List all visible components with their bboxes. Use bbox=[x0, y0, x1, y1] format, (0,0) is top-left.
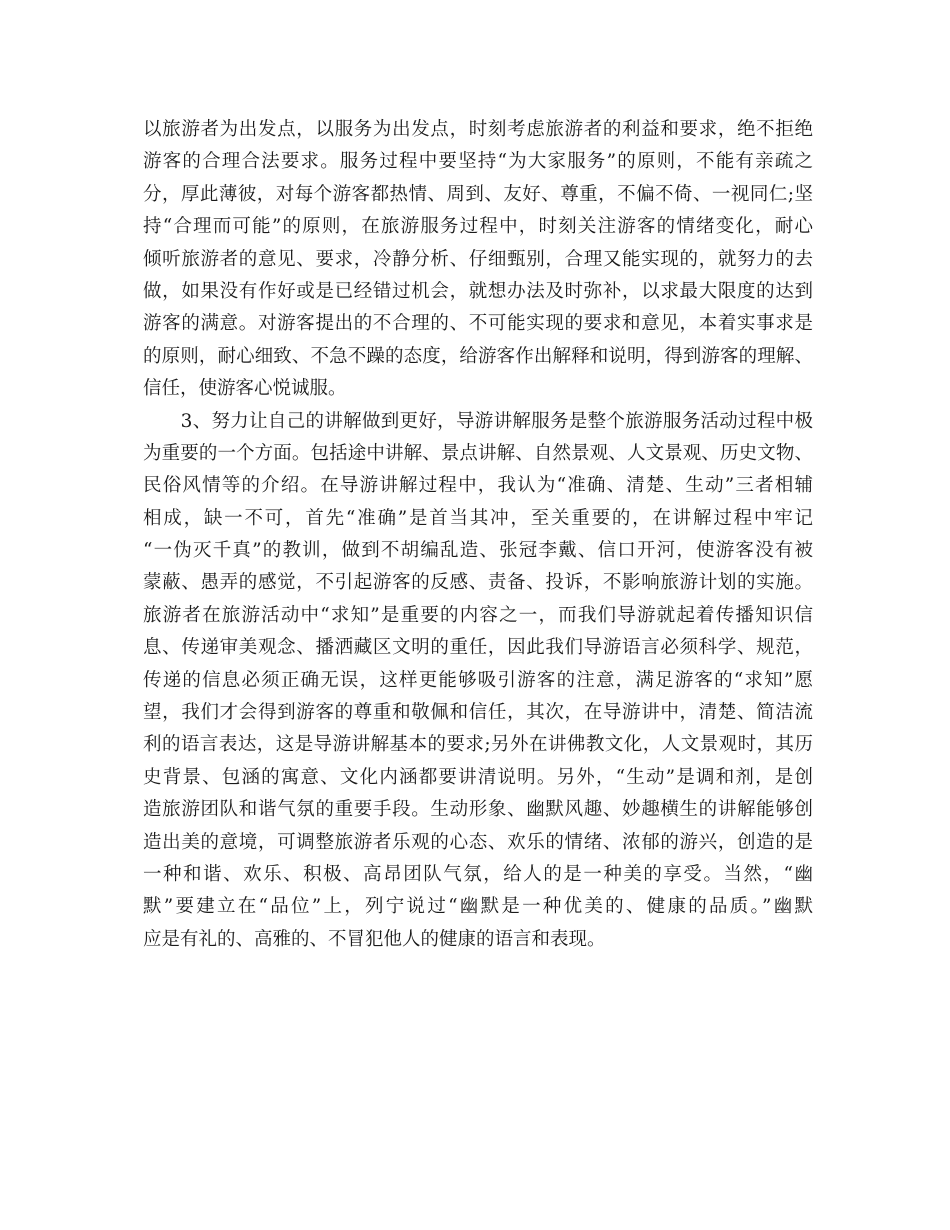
text-line: 史背景、包涵的寓意、文化内涵都要讲清说明。另外，“生动”是调和剂，是创 bbox=[143, 766, 813, 788]
text-line: 3、努力让自己的讲解做到更好，导游讲解服务是整个旅游服务活动过程中极 bbox=[143, 410, 813, 432]
text-line: “一伪灭千真”的教训，做到不胡编乱造、张冠李戴、信口开河，使游客没有被 bbox=[143, 540, 813, 562]
text-line: 游客的合理合法要求。服务过程中要坚持“为大家服务”的原则，不能有亲疏之 bbox=[143, 151, 813, 173]
text-line: 默”要建立在“品位”上，列宁说过“幽默是一种优美的、健康的品质。”幽默 bbox=[143, 896, 813, 918]
text-line: 造旅游团队和谐气氛的重要手段。生动形象、幽默风趣、妙趣横生的讲解能够创 bbox=[143, 799, 813, 821]
text-line: 利的语言表达，这是导游讲解基本的要求;另外在讲佛教文化，人文景观时，其历 bbox=[143, 734, 813, 756]
text-line: 民俗风情等的介绍。在导游讲解过程中，我认为“准确、清楚、生动”三者相辅 bbox=[143, 475, 813, 497]
text-line: 蒙蔽、愚弄的感觉，不引起游客的反感、责备、投诉，不影响旅游计划的实施。 bbox=[143, 572, 813, 594]
text-line: 以旅游者为出发点，以服务为出发点，时刻考虑旅游者的利益和要求，绝不拒绝 bbox=[143, 119, 813, 140]
text-line: 为重要的一个方面。包括途中讲解、景点讲解、自然景观、人文景观、历史文物、 bbox=[143, 442, 813, 464]
text-line: 造出美的意境，可调整旅游者乐观的心态、欢乐的情绪、浓郁的游兴，创造的是 bbox=[143, 831, 813, 853]
text-line: 的原则，耐心细致、不急不躁的态度，给游客作出解释和说明，得到游客的理解、 bbox=[143, 345, 813, 367]
text-line: 传递的信息必须正确无误，这样更能够吸引游客的注意，满足游客的“求知”愿 bbox=[143, 669, 813, 691]
text-line: 持“合理而可能”的原则，在旅游服务过程中，时刻关注游客的情绪变化，耐心 bbox=[143, 216, 813, 238]
text-line: 信任，使游客心悦诚服。 bbox=[143, 378, 347, 400]
text-line: 相成，缺一不可，首先“准确”是首当其冲，至关重要的，在讲解过程中牢记 bbox=[143, 507, 813, 529]
text-line: 息、传递审美观念、播洒藏区文明的重任，因此我们导游语言必须科学、规范， bbox=[143, 637, 813, 659]
text-line: 游客的满意。对游客提出的不合理的、不可能实现的要求和意见，本着实事求是 bbox=[143, 313, 813, 335]
text-line: 望，我们才会得到游客的尊重和敬佩和信任，其次，在导游讲中，清楚、简洁流 bbox=[143, 702, 813, 724]
text-line: 应是有礼的、高雅的、不冒犯他人的健康的语言和表现。 bbox=[143, 928, 606, 950]
text-line: 分，厚此薄彼，对每个游客都热情、周到、友好、尊重，不偏不倚、一视同仁;坚 bbox=[143, 183, 813, 205]
text-line: 做，如果没有作好或是已经错过机会，就想办法及时弥补，以求最大限度的达到 bbox=[143, 280, 813, 302]
text-line: 一种和谐、欢乐、积极、高昂团队气氛，给人的是一种美的享受。当然，“幽 bbox=[143, 863, 813, 885]
text-line: 旅游者在旅游活动中“求知”是重要的内容之一，而我们导游就起着传播知识信 bbox=[143, 604, 813, 626]
body-text bbox=[143, 114, 813, 956]
text-line: 倾听旅游者的意见、要求，冷静分析、仔细甄别，合理又能实现的，就努力的去 bbox=[143, 248, 813, 270]
